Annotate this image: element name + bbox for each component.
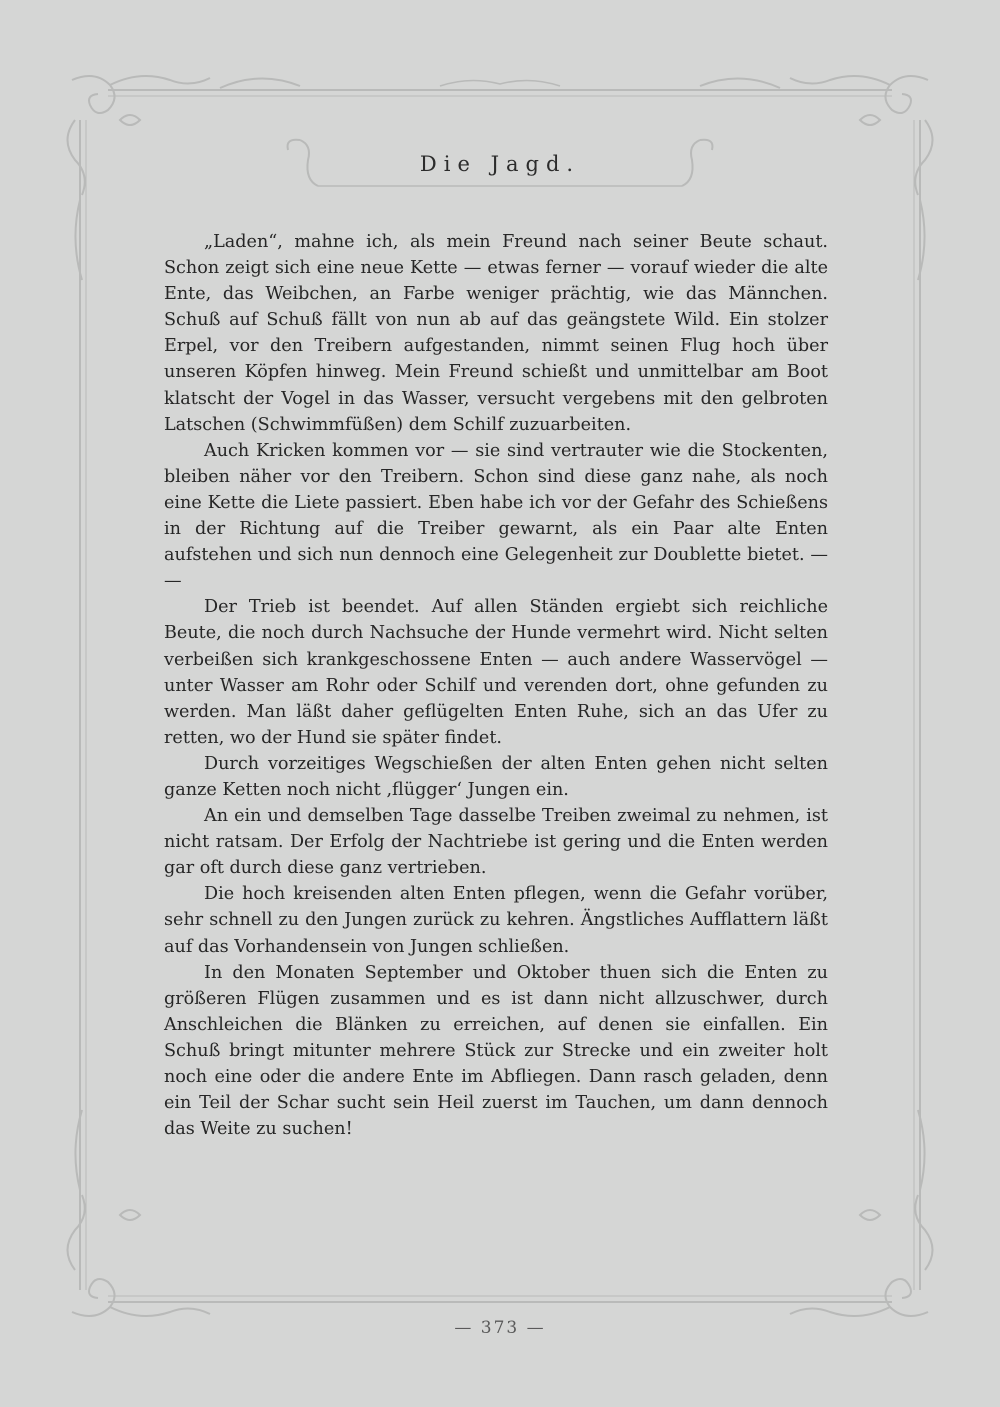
paragraph: Der Trieb ist beendet. Auf allen Ständen ergiebt sich reichliche Beute, die noch durch Nachsuche der Hunde vermehrt wird. Nicht selten verbeißen sich krankgeschossene Enten — auch andere Wasservögel — unter Wasser am Rohr oder Schilf und verenden dort, ohne gefunden zu werden. Man läßt daher geflügelten Enten Ruhe, sich an das Ufer zu retten, wo der Hund sie später findet. [164,597,828,748]
paragraph: „Laden“, mahne ich, als mein Freund nach seiner Beute schaut. Schon zeigt sich eine neue Kette — etwas ferner — vorauf wieder die alte Ente, das Weibchen, an Farbe weniger prächtig, wie das Männchen. Schuß auf Schuß fällt von nun ab auf das geängstete Wild. Ein stolzer Erpel, vor den Treibern aufgestanden, nimmt seinen Flug hoch über unseren Köpfen hinweg. Mein Freund schießt und unmittelbar am Boot klatscht der Vogel in das Wasser, versucht vergebens mit den gelbroten Latschen (Schwimmfüßen) dem Schilf zuzuarbeiten. [164,232,828,435]
paragraph: Auch Kricken kommen vor — sie sind vertrauter wie die Stockenten, bleiben näher vor den Treibern. Schon sind diese ganz nahe, als noch eine Kette die Liete passiert. Eben habe ich vor der Gefahr des Schießens in der Richtung auf die Treiber gewarnt, als ein Paar alte Enten aufstehen und sich nun dennoch eine Gelegenheit zur Doublette bietet. — — [164,440,828,592]
paragraph: An ein und demselben Tage dasselbe Treiben zweimal zu nehmen, ist nicht ratsam. Der Erfolg der Nachtriebe ist gering und die Enten werden gar oft durch diese ganz vertrieben. [164,806,828,879]
page-number: — 373 — [454,1318,546,1338]
paragraph: Die hoch kreisenden alten Enten pflegen, wenn die Gefahr vorüber, sehr schnell zu den Jungen zurück zu kehren. Ängstliches Aufflattern läßt auf das Vorhandensein von Jungen schließen. [164,884,828,957]
body-text [164,229,828,1142]
running-header: Die Jagd. [419,152,581,176]
paragraph: Durch vorzeitiges Wegschießen der alten Enten gehen nicht selten ganze Ketten noch nicht ‚flügger‘ Jungen ein. [164,753,828,800]
paragraph: In den Monaten September und Oktober thuen sich die Enten zu größeren Flügen zusammen und es ist dann nicht allzuschwer, durch Anschleichen die Blänken zu erreichen, auf denen sie einfallen. Ein Schuß bringt mitunter mehrere Stück zur Strecke und ein zweiter holt noch eine oder die andere Ente im Abfliegen. Dann rasch geladen, denn ein Teil der Schar sucht sein Heil zuerst im Tauchen, um dann dennoch das Weite zu suchen! [164,962,828,1140]
